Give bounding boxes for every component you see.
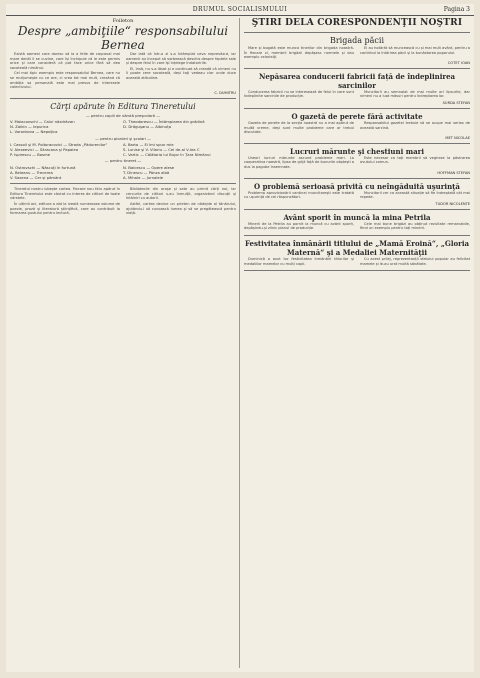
- book-entry: I. Cassoli şi M. Poltoracovici — Strada „Pădurenilor“: [10, 141, 108, 147]
- news-body: [244, 121, 470, 135]
- book-entry: N. Zaikin — Iepurica: [10, 124, 49, 130]
- divider: [244, 178, 470, 179]
- paragraph: Problema aprovizionării cantinei muncitorești este tratată cu ușurință de cei răspunzători.: [244, 190, 354, 200]
- paragraph: Muncitorii cer ca această situație să fie îndreptată cât mai repede.: [360, 190, 470, 200]
- book-entry: V. Maiacovschi — Calul năzdrăvan: [10, 118, 75, 124]
- book-entry: A. Barto — Ei îmi spun mie: [123, 141, 174, 147]
- right-column: [244, 18, 470, 668]
- book-entry: D. Drăguşanu — Albinuţa: [123, 124, 172, 130]
- news-item: [244, 147, 470, 179]
- paragraph: Bibliotecile din orașe și sate au primit cărți noi, iar cercurile de cititori s-au înmulțit, organizând discuții și întâlniri cu autorii.: [126, 187, 236, 201]
- book-row: [10, 152, 236, 157]
- news-title: O problemă serioasă privită cu neîngăduită uşurinţă: [254, 181, 460, 191]
- book-entry: V. Alexeevici — Săracana şi Papaiea: [10, 146, 79, 152]
- book-entry: N. Ostrovschi — Nãscuţi în furtună: [10, 164, 76, 170]
- paragraph: Responsabilul gazetei trebuie să se ocupe mai serios de această sarcină.: [360, 120, 470, 130]
- paragraph: Cel mai tipic exemplu este responsabilul Bernea, care nu se mulțumește cu ce are, ci vrea tot mai mult, crezând că ambiția sa personală este mai presus de interesele colectivului.: [10, 71, 120, 90]
- book-entry: [123, 129, 236, 134]
- paragraph: Tineretul nostru iubește cartea. Fiecare nou titlu apărut în Editura Tineretului este căutat cu interes de cititori de toate vârstele.: [10, 187, 120, 201]
- news-title: Brigada păcii: [329, 36, 385, 45]
- divider: [244, 108, 470, 109]
- news-title: Avânt sporit în muncă la mina Petrila: [283, 212, 431, 222]
- paragraph: Uneori lucruri mărunte ascund probleme mari. La cooperativa noastră, lipsa de grijă față de bunurile obștești a dus la pagube însemnate.: [244, 155, 354, 169]
- divider: [10, 98, 236, 99]
- section-tag: Foileton: [112, 18, 134, 24]
- book-entry: T. Dinescu — Pânza albă: [123, 169, 170, 175]
- news-body: [244, 90, 470, 100]
- books-category: — pentru copiii de vârstă preşcolară —: [86, 112, 160, 118]
- book-row: [10, 175, 236, 180]
- divider: [244, 235, 470, 236]
- news-body: [244, 156, 470, 170]
- column-divider: [239, 18, 240, 668]
- book-entry: N. Balcescu — Opere alese: [123, 164, 175, 170]
- news-signature: MET NICOLAE: [445, 135, 470, 140]
- divider: [244, 68, 470, 69]
- news-item: [244, 112, 470, 144]
- article-title: Despre „ambiţiile“ responsabilului Bernea: [17, 24, 229, 52]
- paragraph: Cu acest prilej, reprezentanții sfatului popular au felicitat mamele și le-au urat multă sănătate.: [360, 256, 470, 266]
- essay-body: [10, 187, 236, 217]
- divider: [244, 209, 470, 210]
- paragraph: Este necesar ca toți membrii să vegheze la păstrarea avutului comun.: [360, 155, 470, 165]
- news-signature: SURDA STEFAN: [442, 100, 470, 105]
- book-entry: S. Lunise şi V. Vilariu — Cel de-al V-lea C: [123, 146, 200, 152]
- article-body: [10, 52, 236, 90]
- newspaper-title: DRUMUL SOCIALISMULUI: [192, 6, 288, 13]
- books-list: [10, 113, 236, 180]
- paragraph: Dar iată că într-o zi s-a întâmplat ceva neprevăzut, iar oamenii au început să vorbească deschis despre faptele sale și despre felul în care își înțelege îndatoririle.: [126, 52, 236, 66]
- news-item: [244, 213, 470, 236]
- news-title: Festivitatea înmânării titlului de „Mamă Eroină“, „Gloria Maternă“ şi a Medaliei Maternităţii: [244, 238, 470, 257]
- paragraph: El, însă, nu s-a lăsat și a continuat să creadă că nimeni nu îi poate cere socoteală, deși toți vedeau clar unde duce această atitudine.: [126, 66, 236, 80]
- news-item: [244, 182, 470, 210]
- books-category: — pentru tineret —: [104, 158, 142, 164]
- books-category: — pentru pionieri şi şcolari —: [95, 135, 151, 141]
- left-column: [10, 18, 236, 668]
- correspondent-articles: [244, 36, 470, 271]
- news-signature: TUDOR NICOLENTE: [435, 201, 470, 206]
- paragraph: Muncitorii au semnalat de mai multe ori lipsurile, dar nimeni nu a luat măsuri pentru îndreptarea lor.: [360, 89, 470, 99]
- book-entry: O. Theodorescu — Întâmplarea din grădină: [123, 118, 205, 124]
- news-item: [244, 239, 470, 271]
- news-body: [244, 257, 470, 267]
- book-entry: A. Mihale — Jurnalele: [123, 174, 164, 180]
- divider: [244, 32, 470, 33]
- books-title: Cărţi apărute în Editura Tineretului: [50, 101, 196, 111]
- news-item: [244, 36, 470, 69]
- book-entry: L. Voronkova — Nepoţica: [10, 129, 58, 135]
- paragraph: Duminică a avut loc festivitatea înmânării titlurilor și medaliilor mamelor cu mulți copii.: [244, 256, 354, 266]
- book-row: [10, 129, 236, 134]
- page-header: [6, 6, 474, 16]
- paragraph: Mare și bogată este munca tinerilor din brigada noastră. În fiecare zi, membrii brigăzii depășesc normele și dau exemplu celorlalți.: [244, 46, 354, 60]
- book-entry: P. Ispirescu — Basme: [10, 152, 51, 158]
- paragraph: Conducerea fabricii nu se interesează de felul în care sunt îndeplinite sarcinile de producție.: [244, 89, 354, 99]
- paragraph: În ultimii ani, editura a dat la iveală numeroase volume de poezie, proză și literatură științifică, care au contribuit la formarea gustului pentru lectură.: [10, 201, 120, 216]
- paragraph: Gazeta de perete de la secția noastră nu a mai apărut de multă vreme, deși sunt multe probleme care ar trebui discutate.: [244, 120, 354, 135]
- news-body: [244, 46, 470, 60]
- article-signature: C. DUMITRU: [214, 90, 236, 95]
- news-title: Nepăsarea conducerii fabricii față de îndeplinirea sarcinilor: [258, 71, 456, 90]
- news-signature: COTET IOAN: [447, 60, 470, 65]
- paragraph: Astfel, cartea devine un prieten de nădejde al tânărului, ajutându-l să cunoască lumea și să se pregătească pentru viață.: [126, 201, 236, 216]
- paragraph: Există oameni care doresc să ia o felie de cașcaval mai mare decât li se cuvine, care își închipuie că le este permis orice și care consideră că pot face orice fără să dea socoteală nimănui.: [10, 52, 120, 70]
- divider: [244, 270, 470, 271]
- paragraph: Cele mai bune brigăzi au obținut rezultate remarcabile, fiind un exemplu pentru toți minerii.: [360, 221, 470, 231]
- news-item: [244, 72, 470, 109]
- news-body: [244, 191, 470, 201]
- page-number: Pagina 3: [443, 6, 470, 13]
- paragraph: Ei au hotărât să muncească cu și mai mult avânt, pentru a contribui la întărirea păcii și la bunăstarea poporului.: [360, 46, 470, 55]
- book-entry: A. Beleanu — Trecerea: [10, 169, 53, 175]
- newspaper-page: [6, 4, 474, 672]
- divider: [244, 143, 470, 144]
- news-body: [244, 222, 470, 232]
- news-title: Lucruri mărunte şi chestiuni mari: [289, 146, 424, 156]
- section-title: ŞTIRI DELA CORESPONDENŢII NOŞTRI: [251, 18, 463, 28]
- book-entry: C. Vartic — Călătoria lui Bujor în Țara Nimănui: [123, 152, 211, 158]
- divider: [10, 183, 236, 184]
- news-signature: HOFFMAN STEFAN: [437, 170, 470, 175]
- news-title: O gazetă de perete fără activitate: [291, 111, 423, 121]
- book-entry: V. Saxena — Cer și pământ: [10, 174, 62, 180]
- paragraph: Minerii de la Petrila au pornit la muncă cu avânt sporit, depășindu-și zilnic planul de producție.: [244, 221, 354, 231]
